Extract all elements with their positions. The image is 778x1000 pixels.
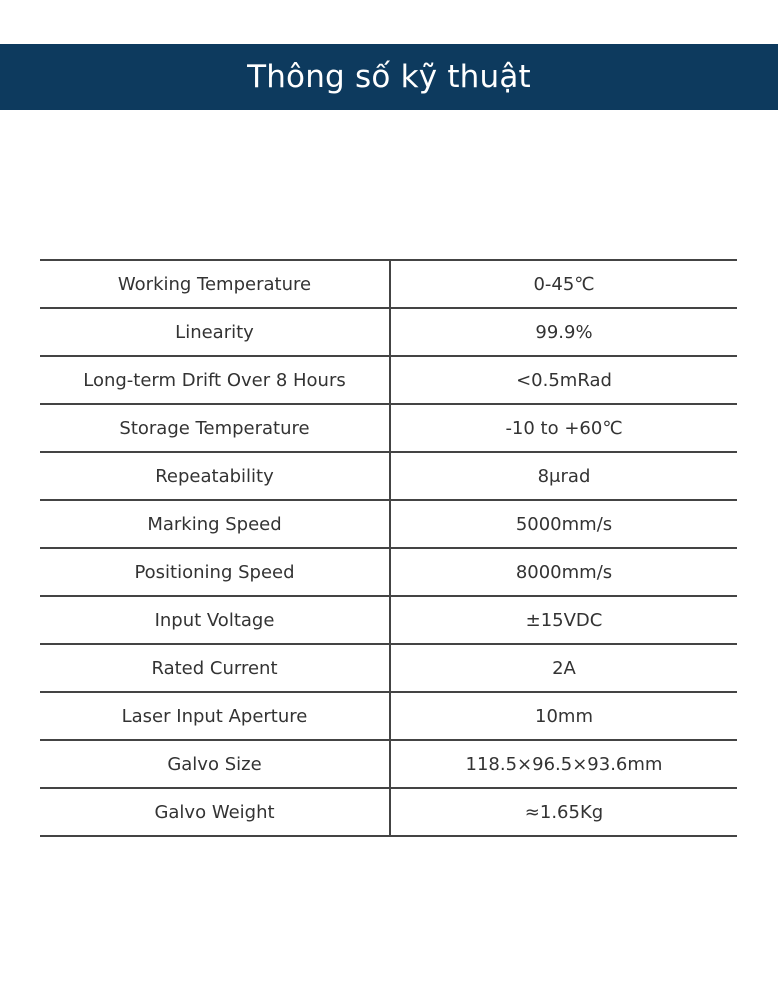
table-row: [40, 500, 737, 548]
table-row: [40, 596, 737, 644]
spec-label: Marking Speed: [40, 500, 390, 548]
spec-label: Working Temperature: [40, 260, 390, 308]
spec-label: Storage Temperature: [40, 404, 390, 452]
spec-value: 10mm: [390, 692, 737, 740]
header-banner: [0, 44, 778, 110]
spec-value: -10 to +60℃: [390, 404, 737, 452]
table-row: [40, 404, 737, 452]
spec-value: 8μrad: [390, 452, 737, 500]
spec-value: <0.5mRad: [390, 356, 737, 404]
spec-label: Long-term Drift Over 8 Hours: [40, 356, 390, 404]
table-row: [40, 308, 737, 356]
spec-table-body: [40, 260, 737, 836]
spec-label: Input Voltage: [40, 596, 390, 644]
spec-value: 5000mm/s: [390, 500, 737, 548]
table-row: [40, 740, 737, 788]
spec-value: 2A: [390, 644, 737, 692]
spec-value: 8000mm/s: [390, 548, 737, 596]
spec-label: Positioning Speed: [40, 548, 390, 596]
table-row: [40, 548, 737, 596]
spec-table: [40, 259, 737, 837]
table-row: [40, 788, 737, 836]
spec-label: Rated Current: [40, 644, 390, 692]
spec-label: Repeatability: [40, 452, 390, 500]
spec-label: Laser Input Aperture: [40, 692, 390, 740]
table-row: [40, 260, 737, 308]
table-row: [40, 644, 737, 692]
spec-value: 99.9%: [390, 308, 737, 356]
table-row: [40, 452, 737, 500]
spec-label: Galvo Weight: [40, 788, 390, 836]
page-title: Thông số kỹ thuật: [247, 58, 531, 95]
spec-value: 118.5×96.5×93.6mm: [390, 740, 737, 788]
spec-value: ±15VDC: [390, 596, 737, 644]
table-row: [40, 692, 737, 740]
spec-value: ≈1.65Kg: [390, 788, 737, 836]
spec-label: Galvo Size: [40, 740, 390, 788]
spec-label: Linearity: [40, 308, 390, 356]
table-row: [40, 356, 737, 404]
spec-value: 0-45℃: [390, 260, 737, 308]
